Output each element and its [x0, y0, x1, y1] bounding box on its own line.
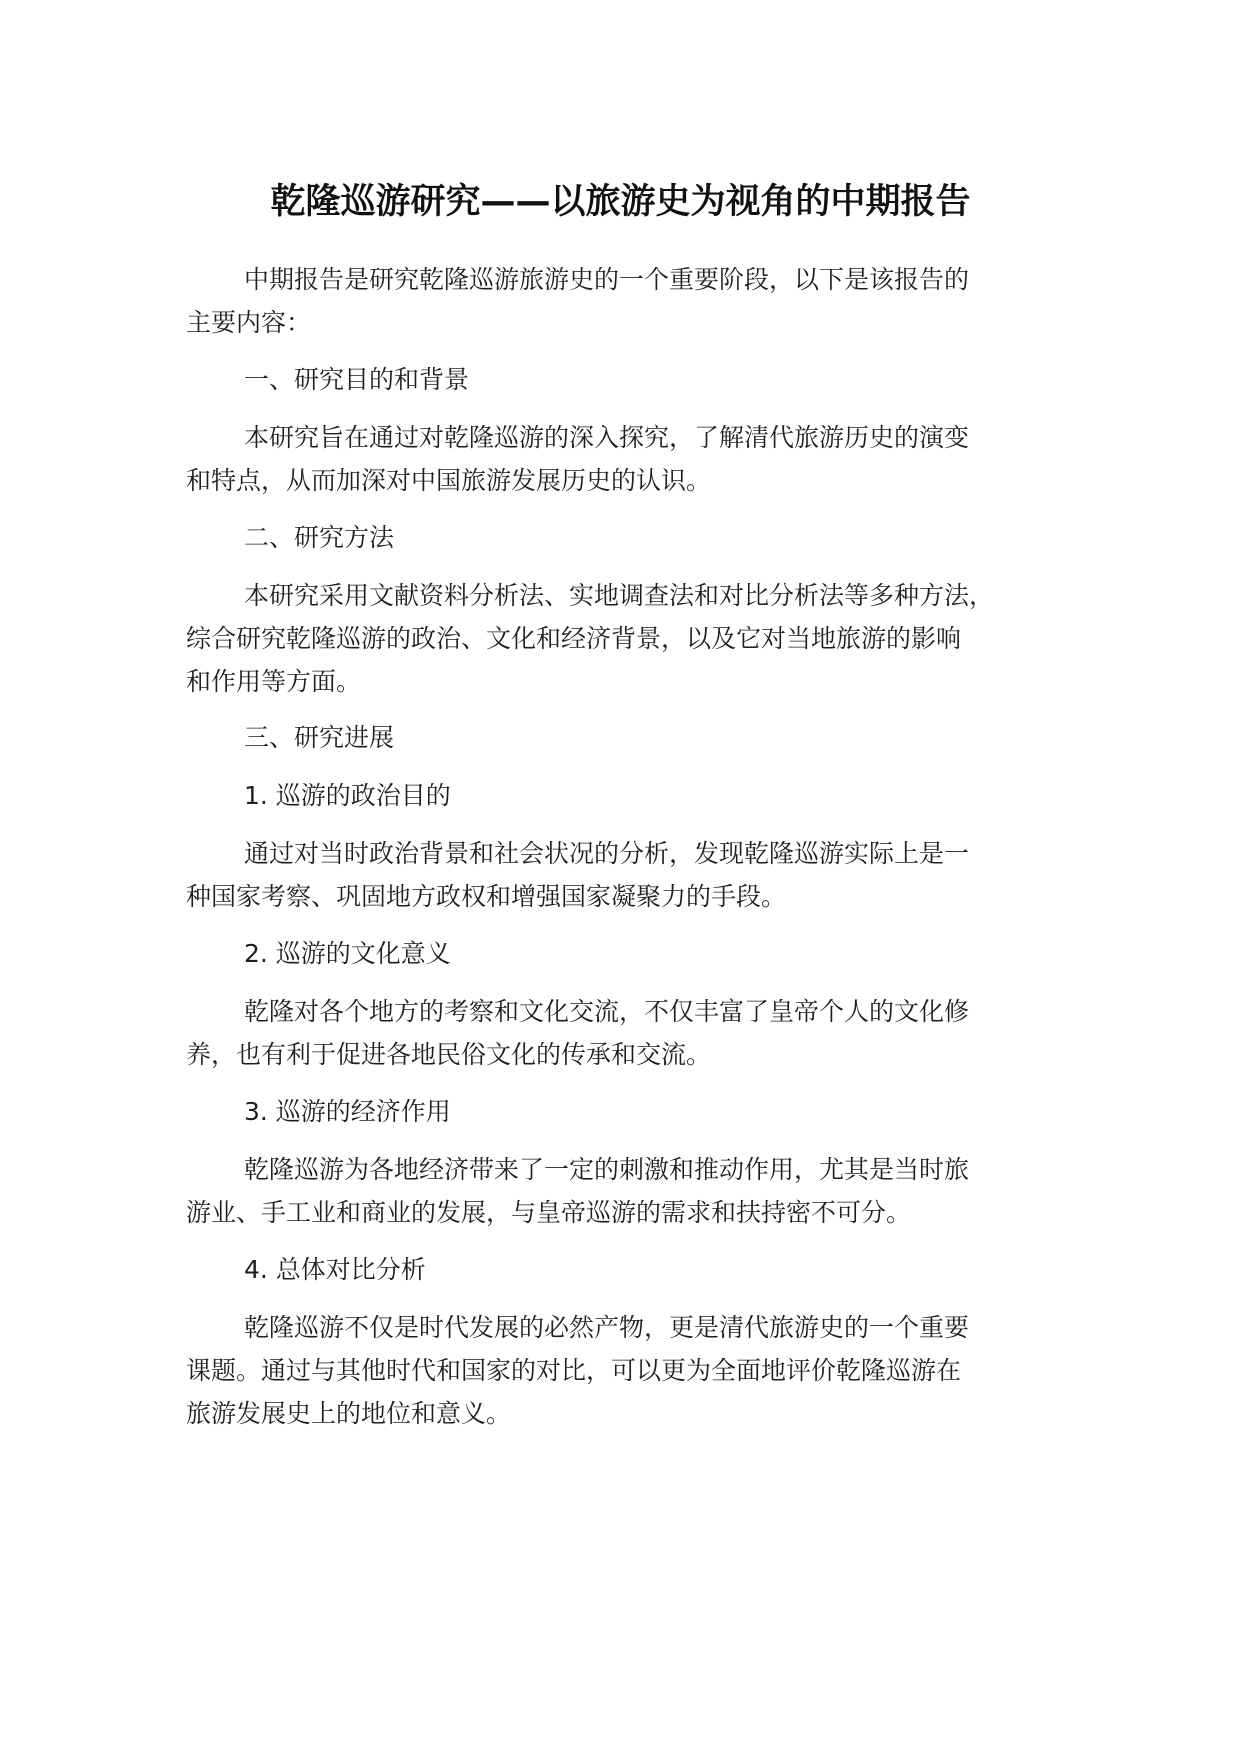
item1-line-1: 通过对当时政治背景和社会状况的分析，发现乾隆巡游实际上是一 [244, 839, 970, 868]
item2-heading: 2. 巡游的文化意义 [244, 939, 451, 968]
item4-line-2: 课题。通过与其他时代和国家的对比，可以更为全面地评价乾隆巡游在 [186, 1356, 962, 1385]
section1-line-1: 本研究旨在通过对乾隆巡游的深入探究，了解清代旅游历史的演变 [244, 423, 970, 452]
intro-line-2: 主要内容： [186, 308, 312, 337]
item2-line-1: 乾隆对各个地方的考察和文化交流，不仅丰富了皇帝个人的文化修 [244, 997, 970, 1026]
document-title: 乾隆巡游研究——以旅游史为视角的中期报告 [270, 182, 971, 222]
item3-line-2: 游业、手工业和商业的发展，与皇帝巡游的需求和扶持密不可分。 [186, 1198, 912, 1227]
section1-line-2: 和特点，从而加深对中国旅游发展历史的认识。 [186, 466, 712, 495]
item4-line-3: 旅游发展史上的地位和意义。 [186, 1399, 512, 1428]
section2-heading: 二、研究方法 [244, 523, 395, 552]
item3-line-1: 乾隆巡游为各地经济带来了一定的刺激和推动作用，尤其是当时旅 [244, 1155, 970, 1184]
section2-line-3: 和作用等方面。 [186, 667, 362, 696]
section2-line-1: 本研究采用文献资料分析法、实地调查法和对比分析法等多种方法， [244, 581, 995, 610]
item4-heading: 4. 总体对比分析 [244, 1255, 426, 1284]
section1-heading: 一、研究目的和背景 [244, 365, 470, 394]
item2-line-2: 养，也有利于促进各地民俗文化的传承和交流。 [186, 1040, 712, 1069]
item1-heading: 1. 巡游的政治目的 [244, 781, 451, 810]
section3-heading: 三、研究进展 [244, 723, 395, 752]
section2-line-2: 综合研究乾隆巡游的政治、文化和经济背景，以及它对当地旅游的影响 [186, 624, 962, 653]
item4-line-1: 乾隆巡游不仅是时代发展的必然产物，更是清代旅游史的一个重要 [244, 1313, 970, 1342]
item3-heading: 3. 巡游的经济作用 [244, 1097, 451, 1126]
intro-line-1: 中期报告是研究乾隆巡游旅游史的一个重要阶段，以下是该报告的 [244, 265, 970, 294]
item1-line-2: 种国家考察、巩固地方政权和增强国家凝聚力的手段。 [186, 882, 787, 911]
